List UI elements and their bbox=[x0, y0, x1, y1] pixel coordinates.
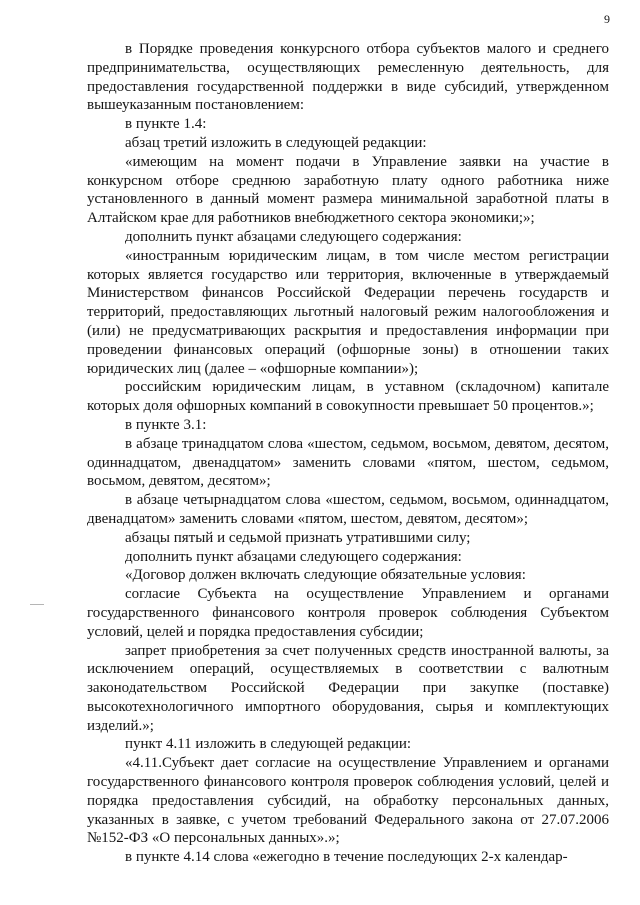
paragraph: дополнить пункт абзацами следующего содержания: bbox=[125, 548, 462, 565]
paragraph: «имеющим на момент подачи в Управление заявки на участие в конкурсном отборе среднюю заработную плату одного работника ниже установленного в данный момент размера минимальной заработной платы в Алтайском крае для работников внебюджетного сектора экономики;»; bbox=[87, 153, 609, 227]
paragraph: согласие Субъекта на осуществление Управлением и органами государственного финансового контроля проверок соблюдения Субъектом условий, целей и порядка предоставления субсидии; bbox=[87, 586, 609, 640]
paragraph: абзац третий изложить в следующей редакции: bbox=[125, 134, 427, 151]
paragraph: в абзаце тринадцатом слова «шестом, седьмом, восьмом, девятом, десятом, одиннадцатом, двенадцатом» заменить словами «пятом, шестом, седьмом, восьмом, девятом, десятом»; bbox=[87, 435, 609, 490]
paragraph: в пункте 4.14 слова «ежегодно в течение последующих 2-х календар- bbox=[125, 849, 568, 866]
paragraph: «Договор должен включать следующие обязательные условия: bbox=[125, 567, 526, 584]
paragraph: в Порядке проведения конкурсного отбора субъектов малого и среднего предпринимательства, осуществляющих ремесленную деятельность, для предоставления государственной поддержки в виде субсидий, утвержденном вышеуказанным постановлением: bbox=[87, 41, 609, 114]
paragraph: абзацы пятый и седьмой признать утратившими силу; bbox=[125, 529, 471, 546]
paragraph: в пункте 3.1: bbox=[125, 416, 207, 433]
document-body bbox=[87, 40, 609, 867]
paragraph: дополнить пункт абзацами следующего содержания: bbox=[125, 228, 462, 245]
page-number: 9 bbox=[604, 12, 610, 26]
paragraph: российским юридическим лицам, в уставном (складочном) капитале которых доля офшорных компаний в совокупности превышает 50 процентов.»; bbox=[87, 379, 609, 415]
paragraph: в пункте 1.4: bbox=[125, 116, 207, 133]
paragraph: в абзаце четырнадцатом слова «шестом, седьмом, восьмом, одиннадцатом, двенадцатом» заменить словами «пятом, шестом, девятом, десятом»; bbox=[87, 492, 609, 527]
paragraph: «4.11.Субъект дает согласие на осуществление Управлением и органами государственного финансового контроля проверок соблюдения условий, целей и порядка предоставления субсидий, на обработку персональных данных, указанных в заявке, с учетом требований Федерального закона от 27.07.2006 №152-ФЗ «О персональных данных».»; bbox=[87, 755, 609, 847]
margin-mark bbox=[30, 604, 44, 605]
paragraph: запрет приобретения за счет полученных средств иностранной валюты, за исключением операций, осуществляемых в соответствии с валютным законодательством Российской Федерации при закупке (поставке) высокотехнологичного импортного оборудования, сырья и комплектующих изделий.»; bbox=[87, 642, 609, 734]
paragraph: «иностранным юридическим лицам, в том числе местом регистрации которых является государство или территория, включенные в утверждаемый Министерством финансов Российской Федерации перечень государств и территорий, предоставляющих льготный налоговый режим налогообложения и (или) не предусматривающих раскрытия и предоставления информации при проведении финансовых операций (офшорные зоны) в отношении таких юридических лиц (далее – «офшорные компании»); bbox=[87, 247, 609, 377]
paragraph: пункт 4.11 изложить в следующей редакции: bbox=[125, 736, 412, 753]
